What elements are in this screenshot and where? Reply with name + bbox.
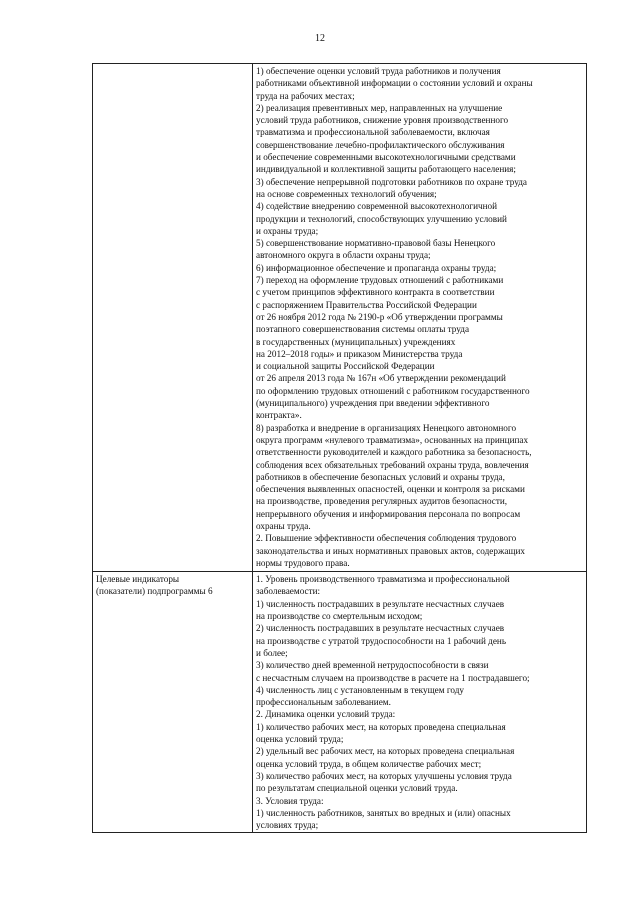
text-line: и обеспечение современными высокотехнологичными средствами bbox=[256, 152, 516, 163]
text-line: 1) численность работников, занятых во вредных и (или) опасных bbox=[256, 807, 511, 818]
text-line: 3) обеспечение непрерывной подготовки работников по охране труда bbox=[256, 176, 527, 187]
text-line: 2. Повышение эффективности обеспечения соблюдения трудового bbox=[256, 533, 517, 544]
text-line: обеспечения выявленных опасностей, оценки и контроля за рисками bbox=[256, 484, 525, 495]
text-line: 2. Динамика оценки условий труда: bbox=[256, 709, 396, 720]
text-line: на производстве, проведения регулярных аудитов безопасности, bbox=[256, 496, 508, 507]
text-line: в государственных (муниципальных) учреждениях bbox=[256, 336, 456, 347]
text-line: продукции и технологий, способствующих улучшению условий bbox=[256, 213, 507, 224]
text-line: (показатели) подпрограммы 6 bbox=[96, 586, 213, 597]
text-line: ответственности руководителей и каждого работника за безопасность, bbox=[256, 447, 532, 458]
table-row bbox=[93, 64, 587, 572]
text-line: на производстве со смертельным исходом; bbox=[256, 611, 423, 622]
text-line: непрерывного обучения и информирования персонала по вопросам bbox=[256, 508, 521, 519]
text-line: 4) численность лиц с установленным в текущем году bbox=[256, 684, 464, 695]
text-line: 2) реализация превентивных мер, направленных на улучшение bbox=[256, 102, 503, 113]
text-line: профессиональным заболеванием. bbox=[256, 697, 391, 708]
text-line: 1) численность пострадавших в результате несчастных случаев bbox=[256, 598, 505, 609]
text-line: травматизма и профессиональной заболеваемости, включая bbox=[256, 127, 490, 138]
text-line: Целевые индикаторы bbox=[96, 574, 180, 585]
text-line: индивидуальной и коллективной защиты работающего населения; bbox=[256, 164, 516, 175]
text-line: на производстве с утратой трудоспособности на 1 рабочий день bbox=[256, 635, 507, 646]
text-line: 1) количество рабочих мест, на которых проведена специальная bbox=[256, 721, 506, 732]
text-line: округа программ «нулевого травматизма», основанных на принципах bbox=[256, 434, 529, 445]
text-line: 1. Уровень производственного травматизма и профессиональной bbox=[256, 574, 510, 585]
text-line: нормы трудового права. bbox=[256, 557, 350, 568]
table-row bbox=[93, 572, 587, 833]
text-line: 4) содействие внедрению современной высокотехнологичной bbox=[256, 201, 498, 212]
text-line: по результатам специальной оценки условий труда. bbox=[256, 783, 458, 794]
text-line: от 26 апреля 2013 года № 167н «Об утверждении рекомендаций bbox=[256, 373, 506, 384]
text-line: от 26 ноября 2012 года № 2190-р «Об утверждении программы bbox=[256, 311, 503, 322]
text-line: 3) количество дней временной нетрудоспособности в связи bbox=[256, 660, 489, 671]
text-line: 3) количество рабочих мест, на которых улучшены условия труда bbox=[256, 770, 512, 781]
text-line: охраны труда. bbox=[256, 520, 311, 531]
text-line: с учетом принципов эффективного контракта в соответствии bbox=[256, 287, 495, 298]
text-line: 2) удельный вес рабочих мест, на которых проведена специальная bbox=[256, 746, 515, 757]
text-line: 7) переход на оформление трудовых отношений с работниками bbox=[256, 275, 504, 286]
text-line: 3. Условия труда: bbox=[256, 795, 324, 806]
text-line: 6) информационное обеспечение и пропаганда охраны труда; bbox=[256, 262, 497, 273]
text-line: совершенствование лечебно-профилактического обслуживания bbox=[256, 139, 505, 150]
text-line: (муниципального) учреждения при введении эффективного bbox=[256, 398, 490, 409]
text-line: условиях труда; bbox=[256, 820, 319, 831]
text-line: оценка условий труда, в общем количестве рабочих мест; bbox=[256, 758, 482, 769]
row-content-cell bbox=[253, 572, 587, 833]
text-line: законодательства и иных нормативных правовых актов, содержащих bbox=[256, 545, 525, 556]
text-line: по оформлению трудовых отношений с работником государственного bbox=[256, 385, 530, 396]
text-line: 1) обеспечение оценки условий труда работников и получения bbox=[256, 66, 501, 76]
text-line: заболеваемости: bbox=[256, 586, 321, 597]
text-line: и охраны труда; bbox=[256, 225, 319, 236]
text-line: и социальной защиты Российской Федерации bbox=[256, 361, 435, 372]
text-line: автономного округа в области охраны труда; bbox=[256, 250, 431, 261]
text-line: условий труда работников, снижение уровня производственного bbox=[256, 115, 509, 126]
text-line: с несчастным случаем на производстве в расчете на 1 пострадавшего; bbox=[256, 672, 530, 683]
text-line: на основе современных технологий обучения; bbox=[256, 188, 437, 199]
text-line: 8) разработка и внедрение в организациях Ненецкого автономного bbox=[256, 422, 517, 433]
text-line: на 2012–2018 годы» и приказом Министерства труда bbox=[256, 348, 463, 359]
row-label-cell bbox=[93, 572, 253, 833]
text-line: соблюдения всех обязательных требований охраны труда, вовлечения bbox=[256, 459, 529, 470]
text-line: поэтапного совершенствования системы оплаты труда bbox=[256, 324, 470, 335]
text-line: контракта». bbox=[256, 410, 302, 421]
text-line: с распоряжением Правительства Российской Федерации bbox=[256, 299, 477, 310]
text-line: 2) численность пострадавших в результате несчастных случаев bbox=[256, 623, 505, 634]
text-line: 5) совершенствование нормативно-правовой базы Ненецкого bbox=[256, 238, 496, 249]
row-label-cell bbox=[93, 64, 253, 572]
text-line: и более; bbox=[256, 647, 288, 658]
row-content-cell bbox=[253, 64, 587, 572]
text-line: работниками объективной информации о состоянии условий и охраны bbox=[256, 78, 533, 89]
page-number: 12 bbox=[315, 33, 325, 44]
text-line: оценка условий труда; bbox=[256, 734, 344, 745]
text-line: работников в обеспечение безопасных условий и охраны труда, bbox=[256, 471, 505, 482]
text-line: труда на рабочих местах; bbox=[256, 90, 355, 101]
subprogram-table bbox=[92, 63, 587, 833]
